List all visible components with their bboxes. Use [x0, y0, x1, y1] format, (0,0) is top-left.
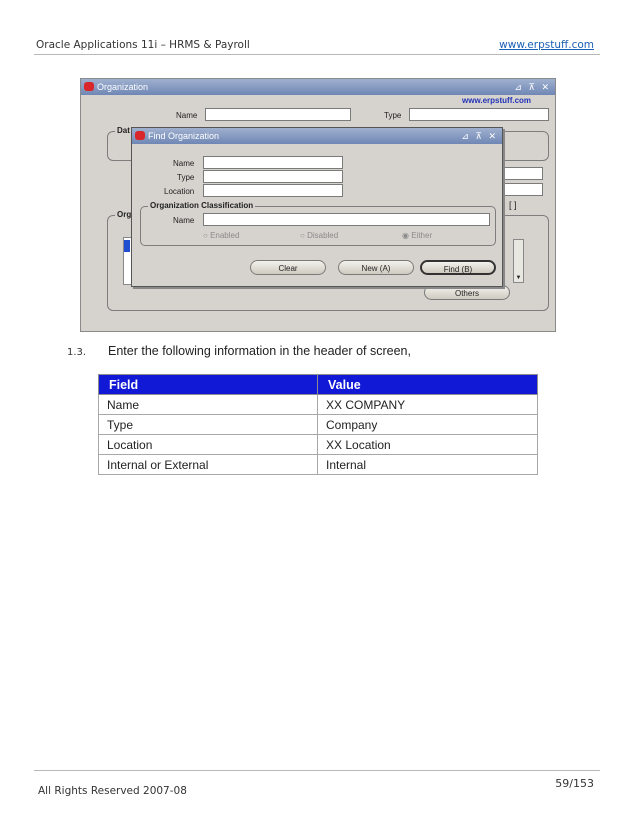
window-controls-icon[interactable]: ⊿ ⊼ ✕	[514, 82, 551, 92]
table-row	[99, 395, 538, 415]
table-row	[99, 435, 538, 455]
page-number: 59/153	[555, 777, 594, 790]
table-cell: Location	[99, 435, 318, 455]
find-button[interactable]: Find (B)	[420, 260, 496, 275]
find-titlebar	[132, 128, 502, 144]
table-row	[99, 455, 538, 475]
table-row	[99, 415, 538, 435]
radio-enabled[interactable]: ○ Enabled	[203, 231, 240, 240]
footer-divider	[34, 770, 600, 771]
oracle-logo-icon	[84, 82, 94, 91]
classification-group-title: Organization Classification	[150, 201, 254, 210]
find-name-label: Name	[173, 159, 195, 168]
scrollbar[interactable]	[513, 239, 524, 283]
field-value-table	[98, 374, 538, 475]
organization-window	[80, 78, 556, 332]
table-cell: XX Location	[318, 435, 538, 455]
table-cell: Internal or External	[99, 455, 318, 475]
classification-name-label: Name	[173, 216, 195, 225]
page-header-title: Oracle Applications 11i – HRMS & Payroll	[36, 39, 250, 51]
radio-enabled-label: Enabled	[210, 231, 240, 240]
find-name-field[interactable]	[203, 156, 343, 169]
new-button[interactable]: New (A)	[338, 260, 414, 275]
table-cell: Company	[318, 415, 538, 435]
type-label: Type	[384, 111, 402, 120]
footer-copyright: All Rights Reserved 2007-08	[38, 785, 187, 797]
table-header-row	[99, 375, 538, 395]
radio-either-label: Either	[411, 231, 433, 240]
dates-group-title: Dat	[117, 126, 130, 135]
type-field[interactable]	[409, 108, 549, 121]
clear-button[interactable]: Clear	[250, 260, 326, 275]
find-window-title: Find Organization	[148, 131, 220, 141]
radio-disabled[interactable]: ○ Disabled	[300, 231, 339, 240]
table-cell: Name	[99, 395, 318, 415]
table-header-field: Field	[99, 375, 318, 395]
others-button[interactable]: Others	[424, 285, 510, 300]
organization-window-title: Organization	[97, 82, 149, 92]
table-cell: Internal	[318, 455, 538, 475]
table-cell: XX COMPANY	[318, 395, 538, 415]
find-type-field[interactable]	[203, 170, 343, 183]
scroll-down-icon[interactable]: ▼	[515, 275, 522, 281]
step-number: 1.3.	[67, 347, 87, 358]
window-controls-icon[interactable]: ⊿ ⊼ ✕	[461, 131, 498, 141]
organization-titlebar	[81, 79, 555, 95]
name-field[interactable]	[205, 108, 351, 121]
radio-either[interactable]: ◉ Either	[402, 231, 433, 240]
find-organization-dialog	[131, 127, 503, 287]
step-instruction: Enter the following information in the header of screen,	[108, 344, 411, 358]
bracket-text: [ ]	[509, 200, 517, 210]
side-field-2[interactable]	[501, 183, 543, 196]
table-header-value: Value	[318, 375, 538, 395]
classification-group	[140, 206, 496, 246]
find-location-label: Location	[164, 187, 195, 196]
find-location-field[interactable]	[203, 184, 343, 197]
find-type-label: Type	[177, 173, 195, 182]
header-divider	[34, 54, 600, 55]
header-link[interactable]: www.erpstuff.com	[499, 39, 594, 51]
name-label: Name	[176, 111, 198, 120]
side-field-1[interactable]	[501, 167, 543, 180]
table-cell: Type	[99, 415, 318, 435]
classification-name-field[interactable]	[203, 213, 490, 226]
organization-group-title: Org	[117, 210, 132, 219]
oracle-logo-icon	[135, 131, 145, 140]
watermark: www.erpstuff.com	[462, 96, 532, 105]
radio-disabled-label: Disabled	[307, 231, 339, 240]
